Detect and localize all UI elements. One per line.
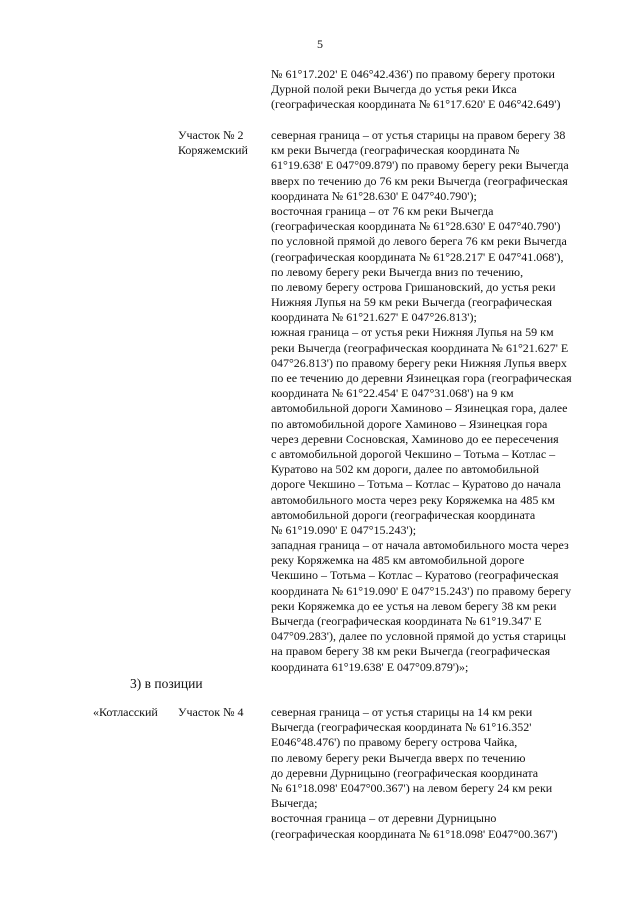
text-line: Куратово на 502 км дороги, далее по автомобильной <box>271 462 539 477</box>
text-line: № 61°19.090' E 047°15.243'); <box>271 522 417 537</box>
text-line: северная граница – от устья старицы на правом берегу 38 <box>271 128 566 142</box>
text-line: на правом берегу 38 км реки Вычегда (географическая <box>271 644 551 659</box>
text-line: по ее течению до деревни Язинецкая гора (географическая <box>271 371 572 385</box>
text-line: Нижняя Лупья на 59 км реки Вычегда (географическая <box>271 295 553 310</box>
text-line: координата № 61°21.627' E 047°26.813'); <box>271 310 477 325</box>
text-line: дороге Чекшино – Тотьма – Котлас – Куратово до начала <box>271 477 561 492</box>
text-line: северная граница – от устья старицы на 14 км реки <box>271 705 533 719</box>
text-line: № 61°18.098' E047°00.367') на левом берегу 24 км реки <box>271 780 553 795</box>
plot-2-label <box>178 128 248 158</box>
text-line: вверх по течению до 76 км реки Вычегда (географическая <box>271 173 568 188</box>
text-line: восточная граница – от деревни Дурницыно <box>271 811 497 826</box>
text-line: реки Коряжемка до ее устья на левом берегу 38 км реки <box>271 598 557 613</box>
text-line: (географическая координата № 61°28.630' E 047°40.790') <box>271 219 561 234</box>
plot-4-label: Участок № 4 <box>178 705 244 719</box>
text-line: Вычегда (географическая координата № 61°19.347' E <box>271 614 542 628</box>
text-line: до деревни Дурницыно (географическая координата <box>271 765 539 780</box>
text-line: координата № 61°19.090' E 047°15.243') по правому берегу <box>271 583 572 598</box>
text-line: восточная граница – от 76 км реки Вычегда <box>271 203 494 218</box>
text-line: автомобильной дороги Хаминово – Язинецкая гора, далее <box>271 401 568 416</box>
text-line: (географическая координата № 61°18.098' E047°00.367') <box>271 826 558 841</box>
text-line: (географическая координата № 61°28.217' E 047°41.068'), <box>271 249 564 264</box>
text-line: E046°48.476') по правому берегу острова Чайка, <box>271 735 518 750</box>
top-continuation-text <box>271 67 601 113</box>
text-line: 047°26.813') по правому берегу реки Нижняя Лупья вверх <box>271 355 567 370</box>
text-line: Чекшино – Тотьма – Котлас – Куратово (географическая <box>271 568 559 583</box>
text-line: по автомобильной дороге Хаминово – Язинецкая гора <box>271 416 548 431</box>
plot-2-boundary-text <box>271 128 601 675</box>
text-line: 61°19.638' E 047°09.879') по правому берегу реки Вычегда <box>271 158 569 173</box>
text-line: координата 61°19.638' E 047°09.879')»; <box>271 659 469 674</box>
plot-label-line: Участок № 2 <box>178 128 244 142</box>
plot-label-line: Коряжемский <box>178 143 248 158</box>
page-number: 5 <box>317 37 323 51</box>
text-line: с автомобильной дорогой Чекшино – Тотьма – Котлас – <box>271 446 556 461</box>
text-line: по левому берегу реки Вычегда вниз по течению, <box>271 264 524 279</box>
text-line: (географическая координата № 61°17.620' E 046°42.649') <box>271 97 561 112</box>
text-line: южная граница – от устья реки Нижняя Лупья на 59 км <box>271 325 554 340</box>
text-line: Вычегда (географическая координата № 61°16.352' <box>271 720 532 735</box>
text-line: западная граница – от начала автомобильного моста через <box>271 538 569 553</box>
text-line: реку Коряжемка на 485 км автомобильной дороге <box>271 553 525 568</box>
text-line: автомобильного моста через реку Коряжемка на 485 км <box>271 492 555 507</box>
text-line: реки Вычегда (географическая координата № 61°21.627' E <box>271 340 569 355</box>
text-line: км реки Вычегда (географическая координата № <box>271 143 520 158</box>
text-line: по левому берегу острова Гришановский, до устья реки <box>271 279 556 294</box>
text-line: Дурной полой реки Вычегда до устья реки Икса <box>271 82 517 97</box>
text-line: автомобильной дороги (географическая координата <box>271 507 536 522</box>
text-line: по условной прямой до левого берега 76 км реки Вычегда <box>271 234 567 249</box>
plot-4-boundary-text <box>271 705 601 842</box>
text-line: Вычегда; <box>271 796 318 811</box>
text-line: № 61°17.202' E 046°42.436') по правому берегу протоки <box>271 67 555 81</box>
text-line: 047°09.283'), далее по условной прямой до устья старицы <box>271 629 566 644</box>
subheading-position: 3) в позиции <box>130 676 203 691</box>
text-line: координата № 61°28.630' E 047°40.790'); <box>271 188 477 203</box>
text-line: через деревни Сосновская, Хаминово до ее пересечения <box>271 431 559 446</box>
text-line: по левому берегу реки Вычегда вверх по течению <box>271 750 526 765</box>
district-label: «Котласский <box>93 705 158 719</box>
text-line: координата № 61°22.454' E 047°31.068') на 9 км <box>271 386 514 401</box>
